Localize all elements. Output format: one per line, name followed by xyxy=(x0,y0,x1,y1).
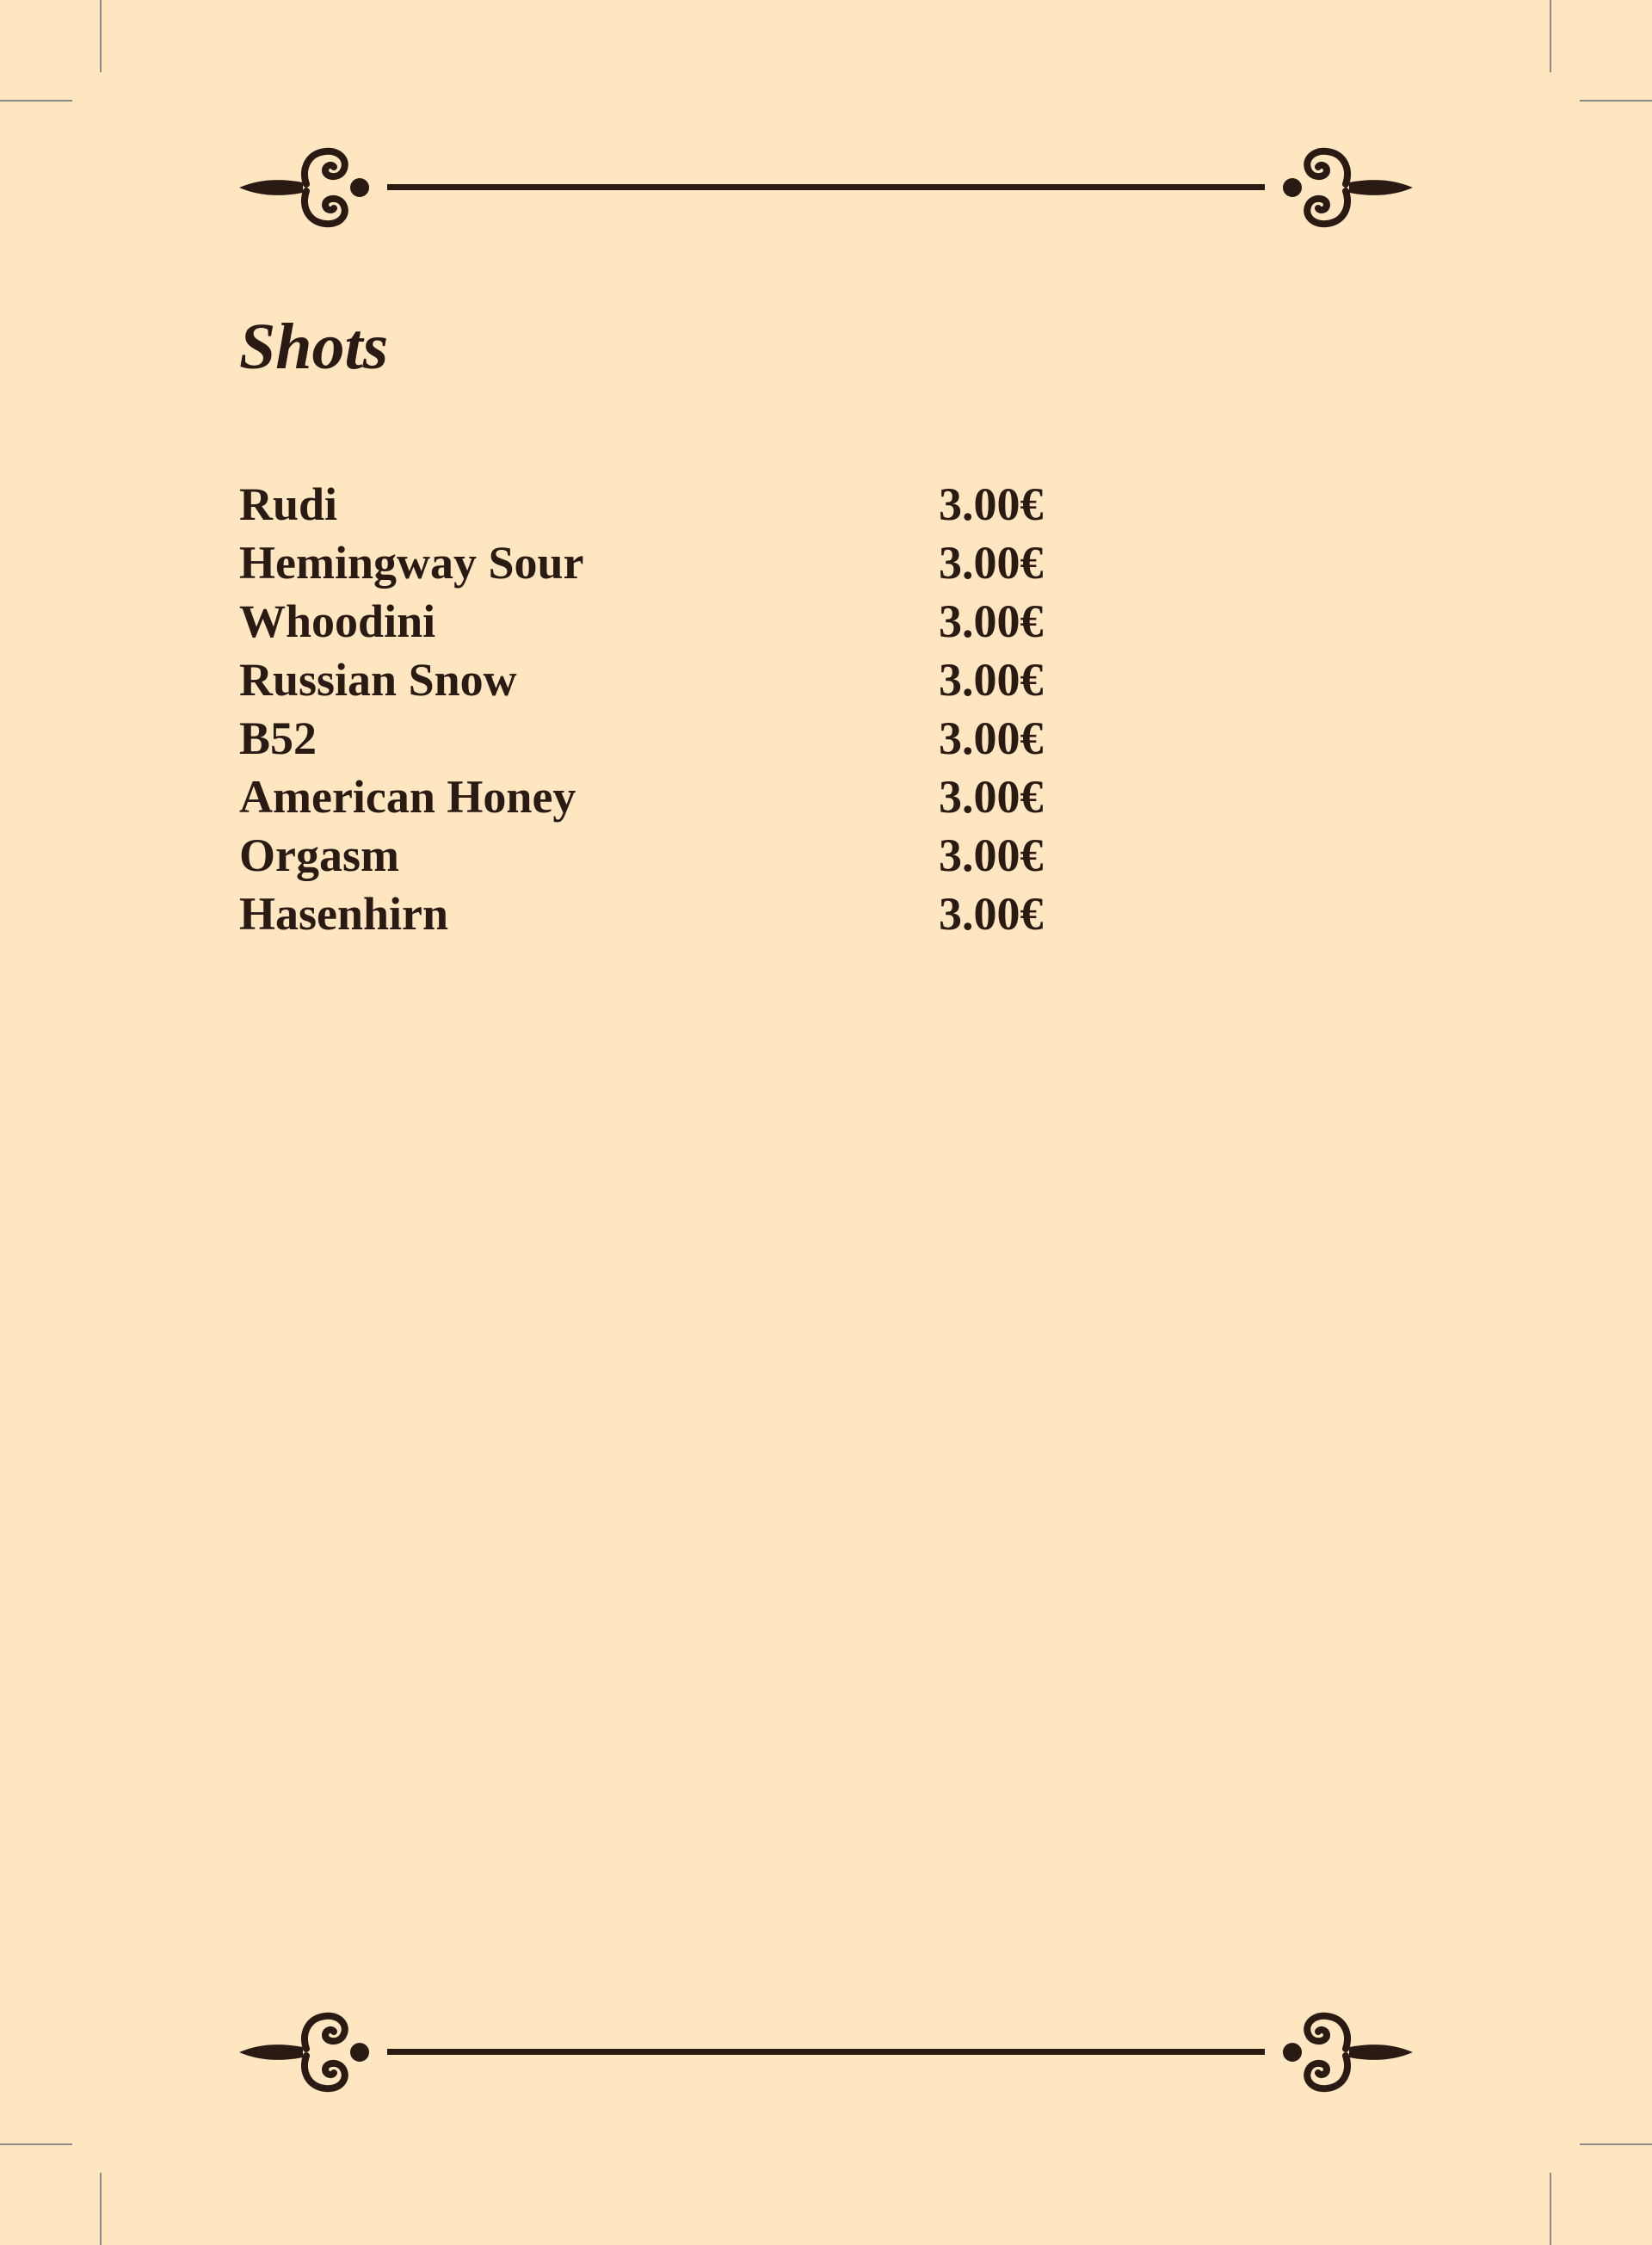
top-ornament-divider xyxy=(232,127,1420,248)
bottom-ornament-divider xyxy=(232,1992,1420,2112)
crop-mark-top-right-vertical xyxy=(1550,0,1551,72)
menu-item xyxy=(239,651,1100,709)
menu-item-price: 3.00€ xyxy=(939,771,1044,823)
menu-item-name: Rudi xyxy=(239,478,338,530)
menu-item-name: Orgasm xyxy=(239,830,399,881)
shots-menu-list xyxy=(239,475,1100,943)
crop-mark-top-right-horizontal xyxy=(1580,100,1652,102)
menu-item-price: 3.00€ xyxy=(939,537,1044,589)
crop-mark-bottom-left-horizontal xyxy=(0,2143,72,2145)
menu-item xyxy=(239,768,1100,826)
menu-item-name: Russian Snow xyxy=(239,654,517,706)
menu-item-name: Whoodini xyxy=(239,595,436,647)
menu-item-name: B52 xyxy=(239,712,317,764)
section-title: Shots xyxy=(239,311,389,383)
menu-item-name: Hemingway Sour xyxy=(239,537,584,589)
menu-item-price: 3.00€ xyxy=(939,654,1044,706)
flourish-divider-icon xyxy=(232,1992,1420,2112)
flourish-divider-icon xyxy=(232,127,1420,248)
menu-item xyxy=(239,885,1100,943)
crop-mark-bottom-left-vertical xyxy=(100,2173,102,2245)
menu-item xyxy=(239,475,1100,533)
crop-mark-bottom-right-vertical xyxy=(1550,2173,1551,2245)
crop-mark-top-left-vertical xyxy=(100,0,102,72)
crop-mark-bottom-right-horizontal xyxy=(1580,2143,1652,2145)
menu-item-name: Hasenhirn xyxy=(239,888,449,940)
menu-item-price: 3.00€ xyxy=(939,595,1044,647)
menu-item-price: 3.00€ xyxy=(939,712,1044,764)
menu-item xyxy=(239,826,1100,885)
menu-item-price: 3.00€ xyxy=(939,830,1044,881)
menu-item-price: 3.00€ xyxy=(939,888,1044,940)
menu-item-name: American Honey xyxy=(239,771,576,823)
menu-item-price: 3.00€ xyxy=(939,478,1044,530)
crop-mark-top-left-horizontal xyxy=(0,100,72,102)
menu-item xyxy=(239,709,1100,768)
menu-item xyxy=(239,533,1100,592)
menu-item xyxy=(239,592,1100,651)
